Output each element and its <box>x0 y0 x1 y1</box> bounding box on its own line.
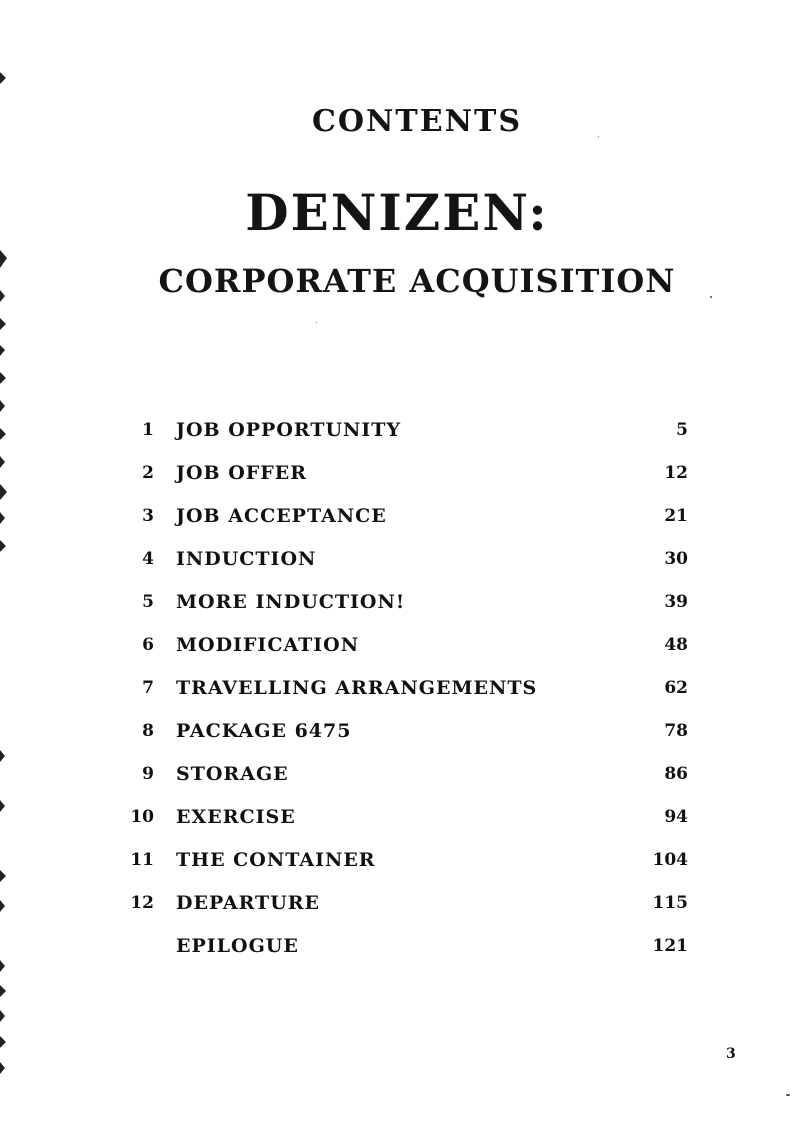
chapter-title: STORAGE <box>176 763 289 785</box>
scan-speck <box>710 296 712 298</box>
toc-entry <box>122 412 702 455</box>
book-title: DENIZEN: <box>245 183 549 242</box>
chapter-page: 21 <box>664 506 688 526</box>
contents-heading: CONTENTS <box>311 104 523 139</box>
chapter-number: 5 <box>142 592 154 612</box>
chapter-number: 3 <box>142 506 154 526</box>
chapter-page: 115 <box>652 893 688 913</box>
chapter-page: 30 <box>664 549 688 569</box>
chapter-number: 6 <box>142 635 154 655</box>
chapter-page: 12 <box>664 463 688 483</box>
chapter-number: 1 <box>142 420 154 440</box>
page-number: 3 <box>726 1046 736 1062</box>
toc-entry <box>122 713 702 756</box>
chapter-title: JOB OPPORTUNITY <box>176 419 402 441</box>
chapter-title: MODIFICATION <box>176 634 360 656</box>
chapter-number: 8 <box>142 721 154 741</box>
toc-entry <box>122 584 702 627</box>
chapter-page: 39 <box>664 592 688 612</box>
chapter-number: 4 <box>142 549 154 569</box>
chapter-page: 48 <box>664 635 688 655</box>
chapter-page: 62 <box>664 678 688 698</box>
chapter-title: EXERCISE <box>176 806 296 828</box>
chapter-number: 2 <box>142 463 154 483</box>
chapter-title: PACKAGE 6475 <box>176 720 352 742</box>
chapter-title: JOB OFFER <box>176 462 308 484</box>
chapter-page: 121 <box>652 936 688 956</box>
toc-entry <box>122 885 702 928</box>
toc-entry <box>122 498 702 541</box>
chapter-title: JOB ACCEPTANCE <box>176 505 387 527</box>
chapter-number: 7 <box>142 678 154 698</box>
chapter-title: INDUCTION <box>176 548 317 570</box>
scan-speck <box>598 136 599 137</box>
book-subtitle: CORPORATE ACQUISITION <box>158 262 676 300</box>
chapter-title: TRAVELLING ARRANGEMENTS <box>176 677 538 699</box>
toc-entry <box>122 670 702 713</box>
chapter-title: EPILOGUE <box>176 935 299 957</box>
chapter-number: 10 <box>130 807 154 827</box>
chapter-number: 12 <box>130 893 154 913</box>
chapter-page: 5 <box>676 420 688 440</box>
chapter-number: 9 <box>142 764 154 784</box>
toc-entry <box>122 928 702 971</box>
binding-edge <box>0 0 14 1128</box>
toc-entry <box>122 842 702 885</box>
chapter-page: 94 <box>664 807 688 827</box>
toc-entry <box>122 627 702 670</box>
toc-entry <box>122 541 702 584</box>
table-of-contents <box>122 412 702 971</box>
chapter-page: 86 <box>664 764 688 784</box>
toc-entry <box>122 455 702 498</box>
chapter-number: 11 <box>130 850 154 870</box>
chapter-title: MORE INDUCTION! <box>176 591 406 613</box>
toc-entry <box>122 756 702 799</box>
scan-speck <box>786 1094 790 1096</box>
toc-entry <box>122 799 702 842</box>
chapter-page: 104 <box>652 850 688 870</box>
chapter-page: 78 <box>664 721 688 741</box>
chapter-title: DEPARTURE <box>176 892 321 914</box>
scan-speck <box>316 322 317 323</box>
chapter-title: THE CONTAINER <box>176 849 376 871</box>
